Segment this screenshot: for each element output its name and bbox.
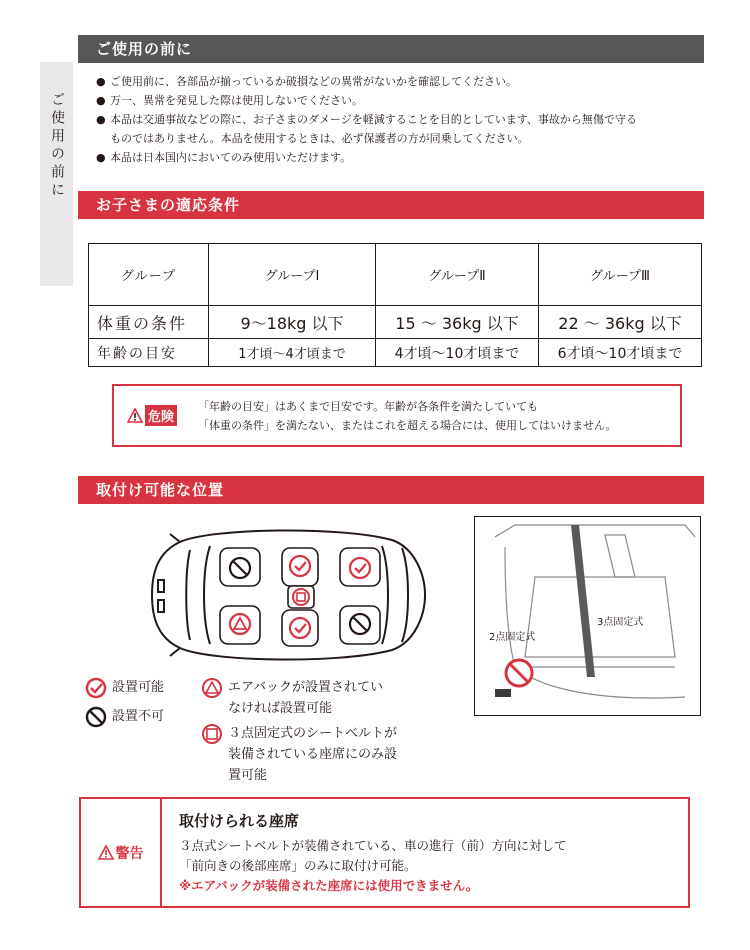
table-cell-label: 体重の条件	[89, 306, 209, 339]
table-header-row	[89, 244, 702, 306]
warning-triangle-icon	[98, 845, 114, 860]
table-cell: 4才頃～10才頃まで	[376, 339, 539, 367]
legend-belt-line: 置可能	[228, 768, 268, 783]
legend-airbag-line: なければ設置可能	[228, 701, 333, 716]
section-heading-positions: 取付け可能な位置	[78, 476, 704, 504]
table-cell: 9～18kg 以下	[209, 306, 376, 339]
legend-ok	[84, 677, 164, 699]
bullet-item: ● 本品は日本国内においてのみ使用いただけます。	[96, 148, 708, 167]
table-cell: 15 ～ 36kg 以下	[376, 306, 539, 339]
section-heading-before-use: ご使用の前に	[78, 35, 704, 63]
seat-belt-photo	[474, 516, 701, 716]
section-heading-conditions: お子さまの適応条件	[78, 191, 704, 219]
legend-ng	[84, 706, 164, 728]
seat-belt-illustration	[475, 517, 701, 716]
warning-title: 取付けられる座席	[179, 812, 300, 830]
legend-ng-label: 設置不可	[112, 709, 165, 724]
before-use-bullets	[96, 72, 708, 167]
table-header-cell: グループ	[89, 244, 209, 306]
legend-airbag-line: エアバックが設置されてい	[228, 680, 383, 695]
legend-ok-label: 設置可能	[112, 680, 165, 695]
table-header-cell: グループⅡ	[376, 244, 539, 306]
danger-line: 「体重の条件」を満たない、またはこれを超える場合には、使用してはいけません。	[198, 419, 617, 432]
table-cell: 6才頃～10才頃まで	[539, 339, 702, 367]
bullet-item: ● 万一、異常を発見した際は使用しないでください。	[96, 91, 708, 110]
warning-box	[79, 797, 690, 908]
bullet-item: ● ご使用前に、各部品が揃っているか破損などの異常がないかを確認してください。	[96, 72, 708, 91]
conditions-table	[88, 243, 702, 367]
warning-line-emphasis: ※エアバックが装備された座席には使用できません。	[179, 878, 479, 893]
danger-text	[198, 397, 678, 435]
table-cell: 22 ～ 36kg 以下	[539, 306, 702, 339]
table-cell: 1才頃～4才頃まで	[209, 339, 376, 367]
warning-line: ３点式シートベルトが装備されている、車の進行（前）方向に対して	[179, 838, 567, 853]
car-diagram	[140, 520, 430, 674]
car-top-view-illustration	[140, 520, 430, 670]
legend-airbag	[200, 677, 383, 719]
table-row	[89, 339, 702, 367]
danger-line: 「年齢の目安」はあくまで目安です。年齢が各条件を満たしていても	[198, 400, 539, 413]
danger-box	[112, 384, 682, 447]
warning-triangle-icon	[127, 408, 143, 423]
bullet-item: ● 本品は交通事故などの際に、お子さまのダメージを軽減することを目的としています、事故から無傷で守る	[96, 110, 708, 129]
legend-belt-line: 装備されている座席にのみ設	[228, 747, 398, 762]
prohibited-icon	[84, 706, 108, 728]
checkmark-circle-icon	[84, 677, 108, 699]
warning-divider	[160, 799, 162, 906]
side-tab-text: ご使用の前に	[49, 92, 65, 200]
triangle-circle-icon	[200, 677, 224, 699]
three-point-label: 3点固定式	[597, 617, 644, 628]
table-header-cell: グループⅠ	[209, 244, 376, 306]
table-cell-label: 年齢の目安	[89, 339, 209, 367]
warning-line: 「前向きの後部座席」のみに取付け可能。	[179, 858, 417, 873]
legend-belt	[200, 723, 397, 786]
table-row	[89, 306, 702, 339]
two-point-label: 2点固定式	[489, 632, 536, 643]
bullet-item-continued: ものではありません。本品を使用するときは、必ず保護者の方が同乗してください。	[110, 132, 529, 145]
warning-label	[81, 799, 160, 906]
square-circle-icon	[200, 723, 224, 745]
danger-label	[114, 386, 190, 445]
warning-label-text: 警告	[115, 845, 144, 862]
side-tab	[40, 62, 73, 286]
table-header-cell: グループⅢ	[539, 244, 702, 306]
legend-belt-line: ３点固定式のシートベルトが	[228, 726, 398, 741]
danger-tag: 危険	[145, 405, 177, 426]
